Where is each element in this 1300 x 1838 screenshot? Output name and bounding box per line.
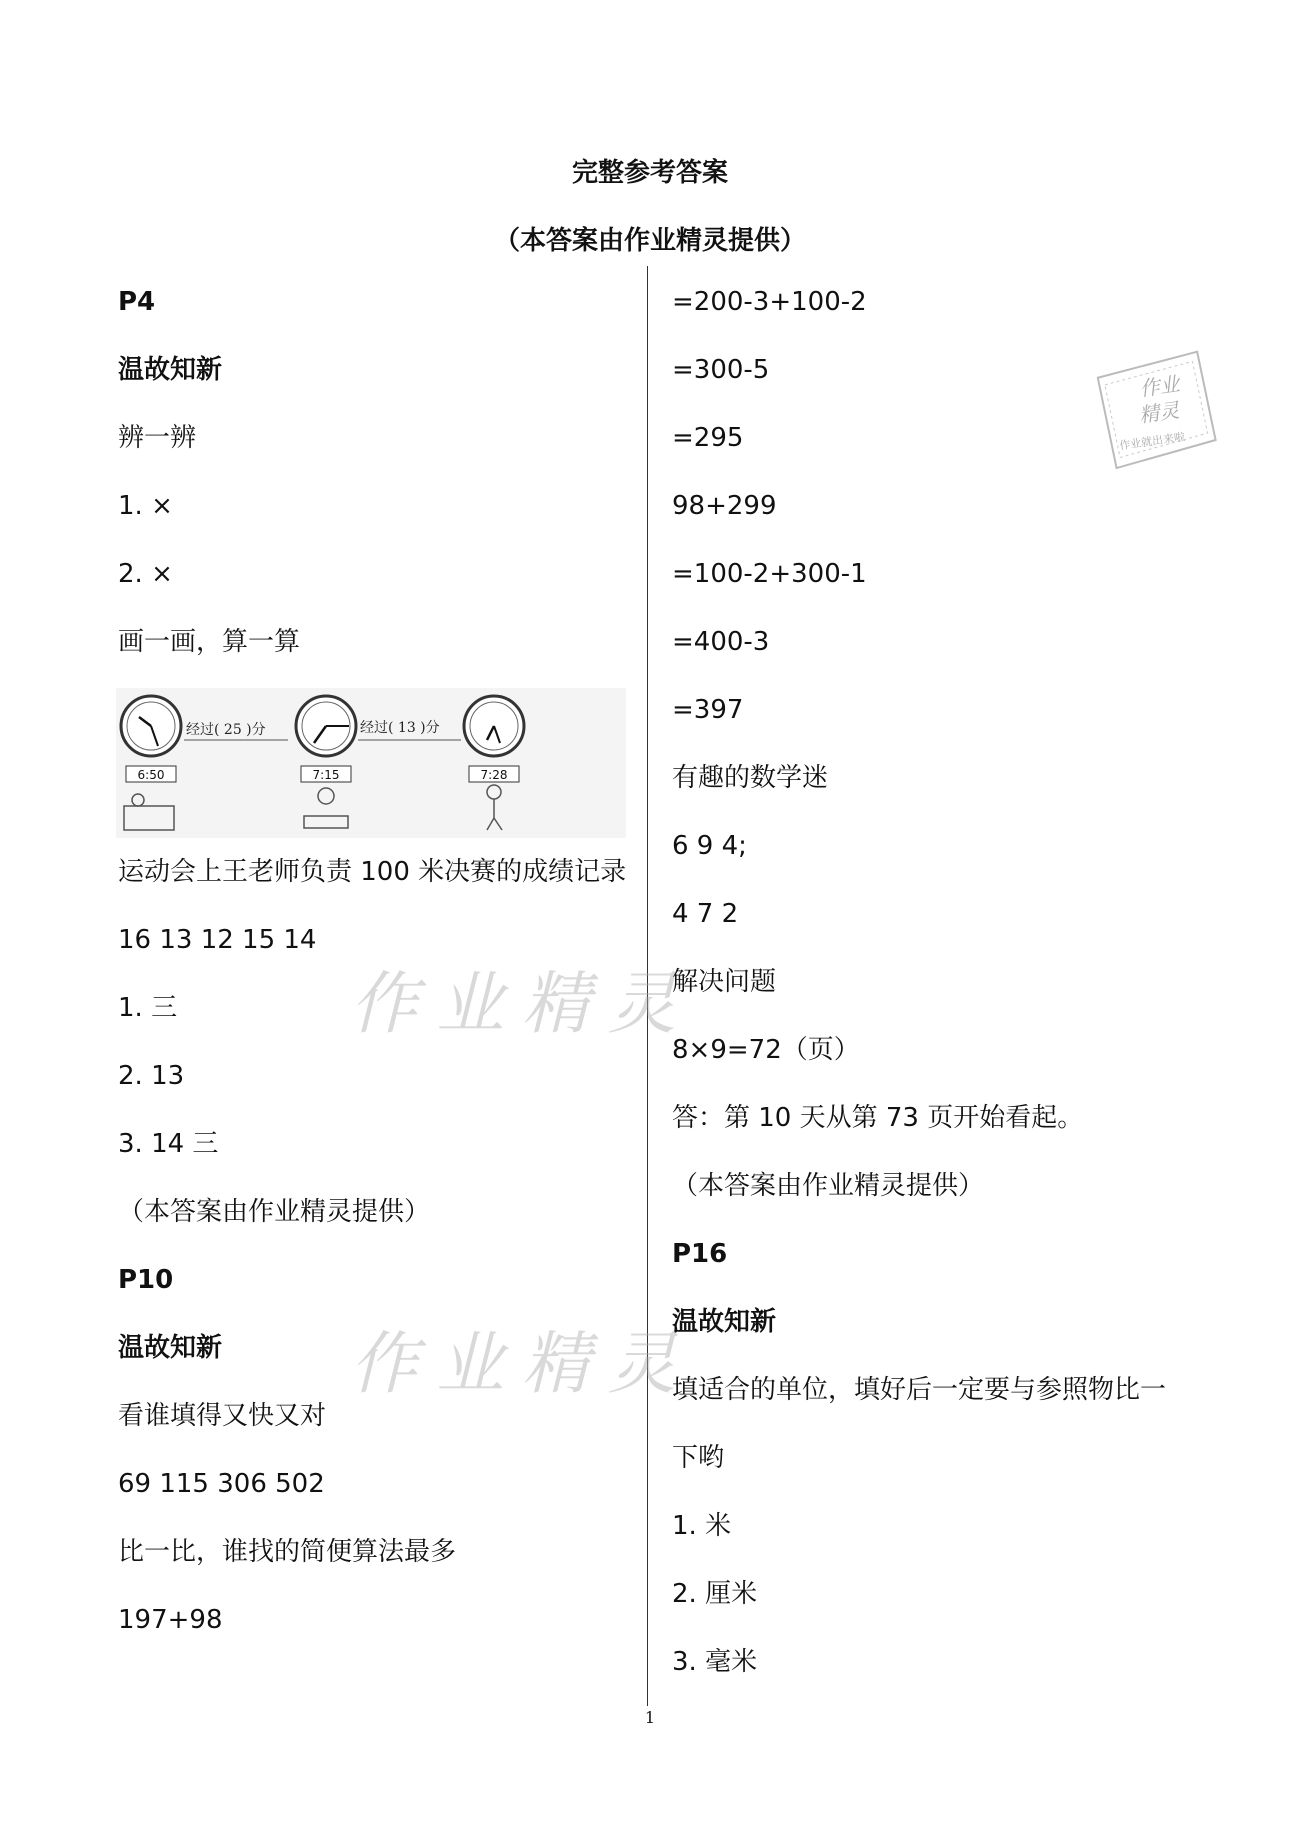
answer-line: 2. 13 [118,1061,185,1091]
answer-line: 2. 厘米 [672,1579,758,1609]
clock-icon [121,696,181,756]
subsection-label: 辨一辨 [118,423,197,453]
credit-line: （本答案由作业精灵提供） [118,1197,431,1227]
expression-line: =295 [672,423,744,453]
expression-line: =300-5 [672,355,770,385]
answer-line: 3. 14 三 [118,1129,219,1159]
section-heading-p16: P16 [672,1239,728,1269]
watermark-2: 作业精灵 [350,1325,695,1404]
answer-line: 2. × [118,559,173,589]
svg-text:作业就出来啦: 作业就出来啦 [1118,430,1186,453]
svg-text:7:28: 7:28 [480,768,508,782]
svg-text:经过( 25 )分: 经过( 25 )分 [186,722,266,738]
subsection-label: 下哟 [672,1443,725,1473]
subsection-label: 比一比，谁找的简便算法最多 [118,1537,457,1567]
answer-line: 3. 毫米 [672,1647,758,1677]
answer-line: 1. 三 [118,993,178,1023]
answer-line: 16 13 12 15 14 [118,925,317,955]
answer-line: 1. × [118,491,173,521]
svg-text:作业: 作业 [1138,371,1182,401]
page-title: 完整参考答案 [571,158,728,188]
section-title: 温故知新 [672,1307,777,1337]
credit-line: （本答案由作业精灵提供） [672,1171,985,1201]
answer-line: 6 9 4; [672,831,747,861]
answer-line: 答：第 10 天从第 73 页开始看起。 [672,1103,1084,1133]
expression-line: =397 [672,695,744,725]
section-title: 温故知新 [118,1333,223,1363]
expression-line: 197+98 [118,1605,223,1635]
right-column [672,282,1212,1710]
clock-figure [116,688,626,838]
answer-line: 69 115 306 502 [118,1469,325,1499]
subsection-label: 填适合的单位，填好后一定要与参照物比一 [672,1375,1167,1405]
svg-text:精灵: 精灵 [1137,397,1181,428]
expression-line: 98+299 [672,491,777,521]
answer-line: 1. 米 [672,1511,732,1541]
expression-line: =100-2+300-1 [672,559,867,589]
expression-line: =200-3+100-2 [672,287,867,317]
subsection-label: 有趣的数学迷 [672,763,829,793]
subsection-label: 画一画，算一算 [118,627,301,657]
section-title: 温故知新 [118,355,223,385]
section-heading-p10: P10 [118,1265,174,1295]
section-heading-p4: P4 [118,287,156,317]
expression-line: =400-3 [672,627,770,657]
watermark-1: 作业精灵 [350,965,695,1044]
clock-icon [464,696,524,756]
page-number: 1 [644,1708,656,1727]
page-subtitle: （本答案由作业精灵提供） [493,226,806,256]
svg-text:经过( 13 )分: 经过( 13 )分 [360,720,440,736]
answer-line: 8×9=72（页） [672,1035,860,1065]
answer-line: 4 7 2 [672,899,739,929]
left-column [118,282,638,1668]
problem-text: 运动会上王老师负责 100 米决赛的成绩记录 [118,857,627,887]
subsection-label: 解决问题 [672,967,777,997]
clock-icon [296,696,356,756]
svg-text:6:50: 6:50 [137,768,165,782]
svg-text:7:15: 7:15 [312,768,340,782]
subsection-label: 看谁填得又快又对 [118,1401,327,1431]
